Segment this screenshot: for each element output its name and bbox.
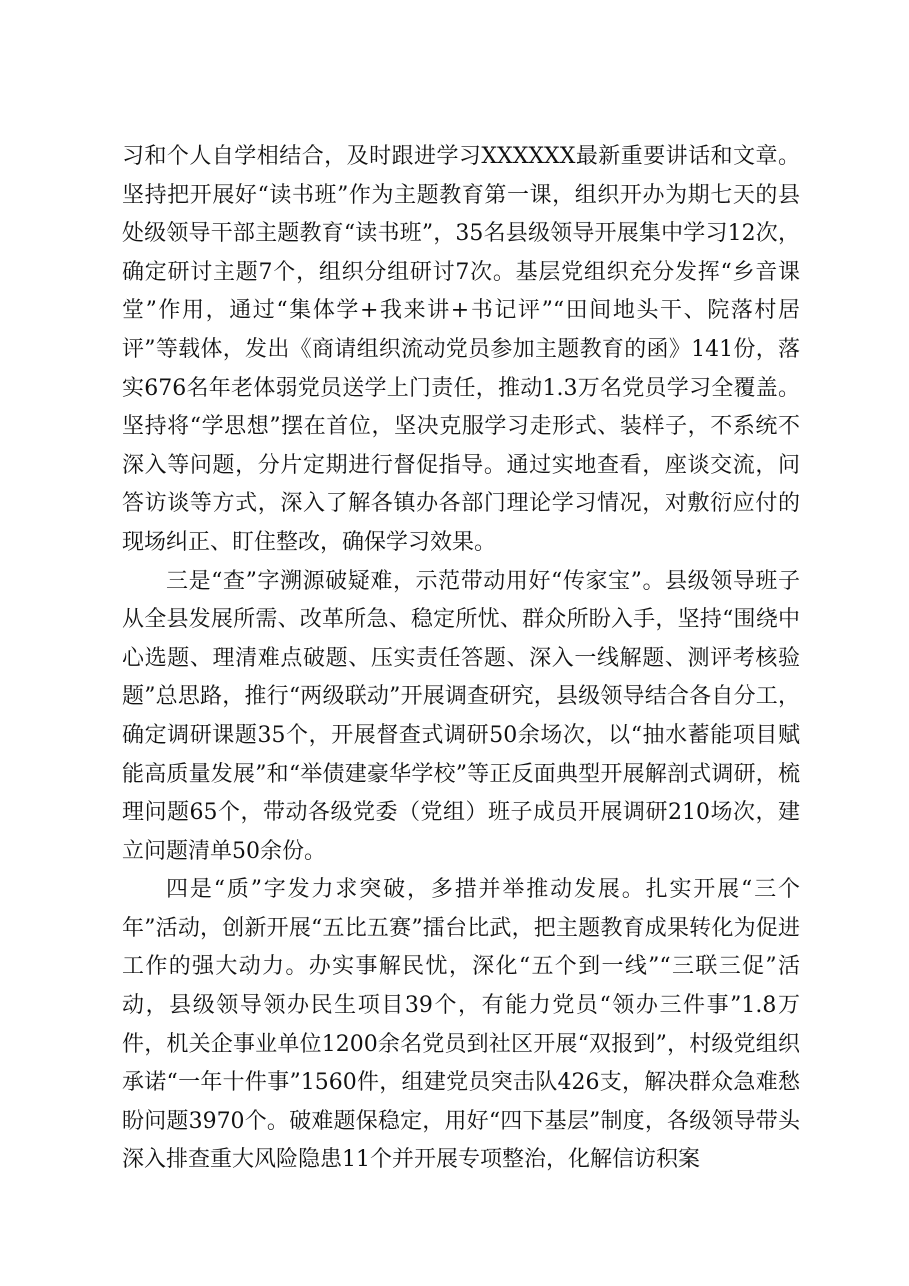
document-body bbox=[122, 138, 800, 1180]
paragraph-investigation: 三是“查”字溯源破疑难，示范带动用好“传家宝”。县级领导班子从全县发展所需、改革所急、稳定所忧、群众所盼入手，坚持“围绕中心选题、理清难点破题、压实责任答题、深入一线解题、测评考核验题”总思路，推行“两级联动”开展调查研究，县级领导结合各自分工，确定调研课题35个，开展督查式调研50余场次，以“抽水蓄能项目赋能高质量发展”和“举债建豪华学校”等正反面典型开展解剖式调研，梳理问题65个，带动各级党委（党组）班子成员开展调研210场次，建立问题清单50余份。 bbox=[122, 568, 800, 864]
paragraph-development: 四是“质”字发力求突破，多措并举推动发展。扎实开展“三个年”活动，创新开展“五比五赛”擂台比武，把主题教育成果转化为促进工作的强大动力。办实事解民忧，深化“五个到一线”“三联三促”活动，县级领导领办民生项目39个，有能力党员“领办三件事”1.8万件，机关企事业单位1200余名党员到社区开展“双报到”，村级党组织承诺“一年十件事”1560件，组建党员突击队426支，解决群众急难愁盼问题3970个。破难题保稳定，用好“四下基层”制度，各级领导带头深入排查重大风险隐患11个并开展专项整治，化解信访积案 bbox=[122, 877, 800, 1173]
paragraph-study: 习和个人自学相结合，及时跟进学习XXXXXX最新重要讲话和文章。坚持把开展好“读书班”作为主题教育第一课，组织开办为期七天的县处级领导干部主题教育“读书班”，35名县级领导开展集中学习12次，确定研讨主题7个，组织分组研讨7次。基层党组织充分发挥“乡音课堂”作用，通过“集体学+我来讲+书记评”“田间地头干、院落村居评”等载体，发出《商请组织流动党员参加主题教育的函》141份，落实676名年老体弱党员送学上门责任，推动1.3万名党员学习全覆盖。坚持将“学思想”摆在首位，坚决克服学习走形式、装样子，不系统不深入等问题，分片定期进行督促指导。通过实地查看，座谈交流，问答访谈等方式，深入了解各镇办各部门理论学习情况，对敷衍应付的现场纠正、盯住整改，确保学习效果。 bbox=[122, 144, 800, 555]
